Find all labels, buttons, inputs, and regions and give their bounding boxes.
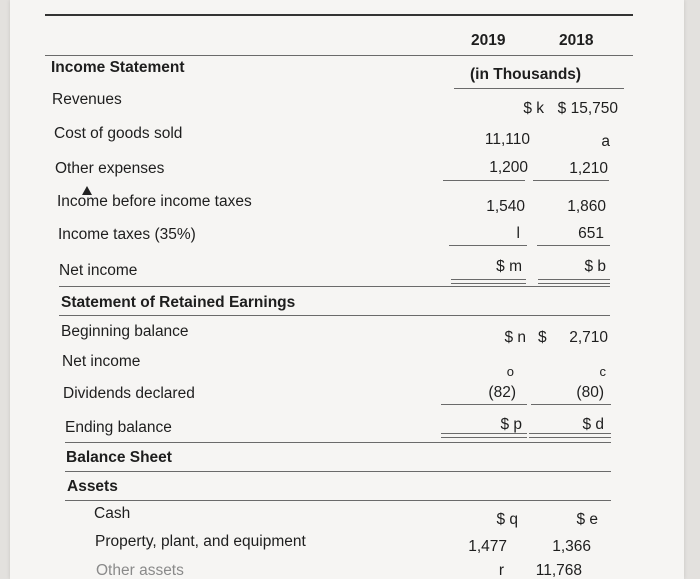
mouse-cursor-icon bbox=[82, 186, 92, 195]
cogs-label: Cost of goods sold bbox=[54, 125, 183, 142]
income-taxes-2018: 651 bbox=[578, 225, 604, 242]
other-expenses-label: Other expenses bbox=[55, 160, 165, 177]
dividends-label: Dividends declared bbox=[63, 385, 195, 402]
ending-balance-2019: $ p bbox=[500, 416, 522, 433]
section-rule-4 bbox=[65, 471, 611, 472]
retained-earnings-title: Statement of Retained Earnings bbox=[61, 294, 296, 311]
units-label: (in Thousands) bbox=[470, 66, 582, 83]
other-assets-label: Other assets bbox=[96, 562, 184, 579]
year-2019-header: 2019 bbox=[471, 32, 506, 49]
income-taxes-label: Income taxes (35%) bbox=[58, 226, 196, 243]
revenues-2019: $ k bbox=[523, 100, 544, 117]
cogs-2018: a bbox=[601, 133, 610, 150]
ending-balance-2018: $ d bbox=[582, 416, 604, 433]
section-rule-1 bbox=[59, 286, 610, 287]
net-income-2018: $ b bbox=[584, 258, 606, 275]
net-income-double-rule-2018 bbox=[538, 279, 610, 284]
top-rule bbox=[45, 14, 633, 16]
cash-2019: $ q bbox=[496, 511, 518, 528]
revenues-2018: $ 15,750 bbox=[557, 100, 618, 117]
beginning-balance-2018: 2,710 bbox=[569, 329, 608, 346]
income-taxes-2019: l bbox=[516, 225, 520, 242]
ppe-label: Property, plant, and equipment bbox=[95, 533, 306, 550]
ppe-2018: 1,366 bbox=[552, 538, 591, 555]
re-net-income-2019: o bbox=[506, 364, 514, 379]
section-rule-2 bbox=[59, 315, 610, 316]
section-rule-5 bbox=[65, 500, 611, 501]
dividends-2018: (80) bbox=[576, 384, 604, 401]
net-income-double-rule-2019 bbox=[451, 279, 526, 284]
re-net-income-label: Net income bbox=[62, 353, 141, 370]
dividends-rule-2019 bbox=[441, 404, 527, 405]
net-income-label: Net income bbox=[59, 262, 138, 279]
cogs-2019: 11,110 bbox=[484, 131, 530, 148]
section-rule-3 bbox=[65, 442, 611, 443]
balance-sheet-title: Balance Sheet bbox=[66, 449, 172, 466]
ending-balance-double-rule-2019 bbox=[441, 433, 527, 438]
income-before-taxes-2019: 1,540 bbox=[486, 198, 525, 215]
re-net-income-2018: c bbox=[599, 364, 606, 379]
net-income-2019: $ m bbox=[496, 258, 522, 275]
income-before-taxes-2018: 1,860 bbox=[567, 198, 606, 215]
ending-balance-double-rule-2018 bbox=[529, 433, 611, 438]
beginning-balance-2019: $ n bbox=[504, 329, 526, 346]
dividends-rule-2018 bbox=[531, 404, 611, 405]
beginning-balance-label: Beginning balance bbox=[61, 323, 189, 340]
year-2018-header: 2018 bbox=[559, 32, 594, 49]
dividends-2019: (82) bbox=[488, 384, 516, 401]
other-assets-2018: 11,768 bbox=[535, 562, 582, 579]
header-rule bbox=[45, 55, 633, 56]
cash-label: Cash bbox=[94, 505, 131, 522]
other-expenses-2019: 1,200 bbox=[489, 159, 528, 176]
financial-statement-sheet bbox=[10, 0, 684, 579]
tax-rule-2019 bbox=[449, 245, 527, 246]
revenues-label: Revenues bbox=[52, 91, 122, 108]
assets-title: Assets bbox=[67, 478, 118, 495]
income-before-taxes-label: Income before income taxes bbox=[57, 193, 252, 210]
subtotal-rule-2018 bbox=[533, 180, 609, 181]
subtotal-rule-2019 bbox=[443, 180, 525, 181]
units-rule bbox=[454, 88, 624, 89]
cash-2018: $ e bbox=[576, 511, 598, 528]
other-assets-2019: r bbox=[498, 562, 504, 579]
income-statement-title: Income Statement bbox=[51, 59, 185, 76]
tax-rule-2018 bbox=[537, 245, 610, 246]
other-expenses-2018: 1,210 bbox=[569, 160, 608, 177]
ppe-2019: 1,477 bbox=[468, 538, 507, 555]
ending-balance-label: Ending balance bbox=[65, 419, 172, 436]
beginning-balance-2018-dollar: $ bbox=[538, 329, 547, 346]
